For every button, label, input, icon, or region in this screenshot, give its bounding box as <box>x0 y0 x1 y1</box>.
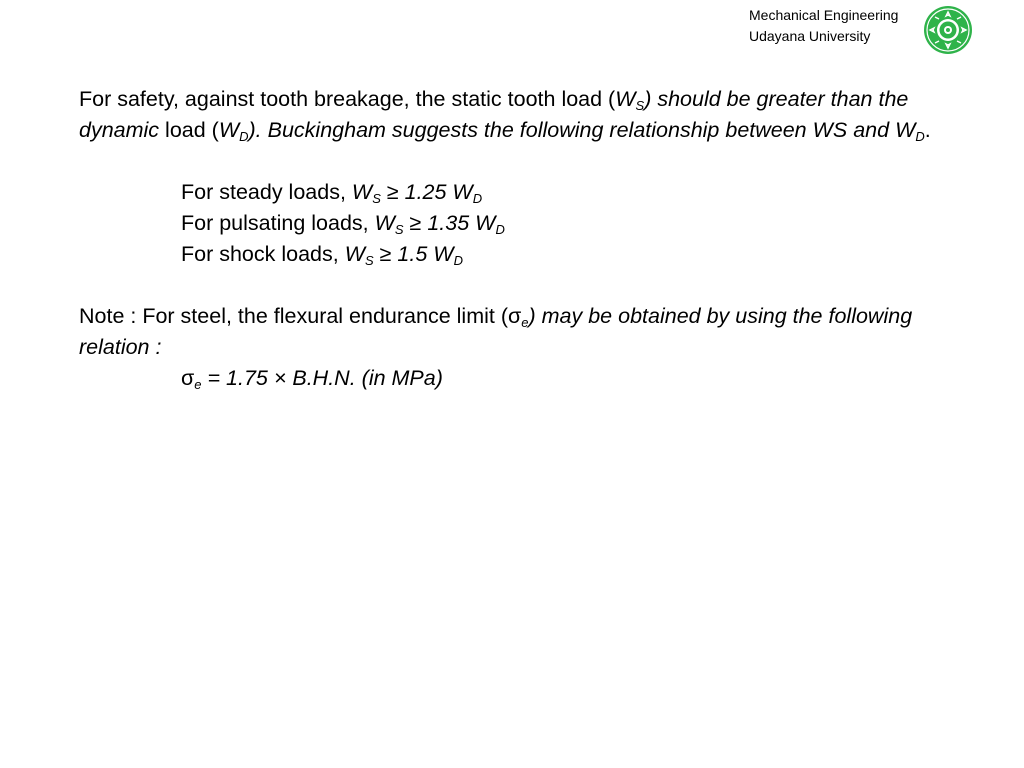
intro-italic-text: ) should be greater than the dynamic <box>79 87 909 142</box>
university-name: Udayana University <box>749 28 871 44</box>
endurance-formula <box>79 363 969 394</box>
intro-paragraph <box>79 84 969 146</box>
wd-subscript-end: D <box>915 129 925 144</box>
ws-symbol: W <box>344 242 366 266</box>
wd-subscript: D <box>495 222 505 237</box>
load-rule-pulsating <box>79 208 969 239</box>
load-rule-relation: ≥ 1.25 W <box>380 180 473 204</box>
load-rule-steady <box>79 177 969 208</box>
load-rule-label: For steady loads, <box>181 180 352 204</box>
load-rule-shock <box>79 239 969 270</box>
wd-subscript: D <box>453 253 463 268</box>
department-name: Mechanical Engineering <box>749 7 899 23</box>
ws-subscript: S <box>635 98 645 113</box>
sigma-subscript: e <box>521 315 529 330</box>
ws-subscript: S <box>394 222 404 237</box>
ws-subscript: S <box>365 253 374 268</box>
ws-symbol: W <box>351 180 373 204</box>
sigma-symbol: σ <box>181 366 195 390</box>
load-rule-relation: ≥ 1.35 W <box>403 211 496 235</box>
sigma-subscript: e <box>194 377 202 392</box>
load-rule-label: For shock loads, <box>181 242 345 266</box>
note-text: Note : For steel, the flexural endurance limit (σ <box>79 304 522 328</box>
load-rule-label: For pulsating loads, <box>181 211 375 235</box>
buckingham-text: ). Buckingham suggests the following relationship between WS and W <box>248 118 916 142</box>
header-affiliation <box>749 5 898 47</box>
note-italic-text: ) may be obtained by using the following relation : <box>79 304 913 359</box>
wd-symbol: W <box>218 118 240 142</box>
ws-subscript: S <box>372 191 381 206</box>
ws-symbol: W <box>374 211 395 235</box>
wd-subscript: D <box>239 129 249 144</box>
university-seal-icon <box>923 5 973 55</box>
ws-symbol: W <box>615 87 636 111</box>
note-paragraph <box>79 301 969 363</box>
intro-period: . <box>924 118 931 142</box>
intro-text: For safety, against tooth breakage, the static tooth load ( <box>79 87 616 111</box>
load-rule-relation: ≥ 1.5 W <box>373 242 454 266</box>
formula-text: = 1.75 × B.H.N. (in MPa) <box>201 366 443 390</box>
load-text: load ( <box>159 118 219 142</box>
wd-subscript: D <box>472 191 483 206</box>
slide-content <box>79 84 969 394</box>
